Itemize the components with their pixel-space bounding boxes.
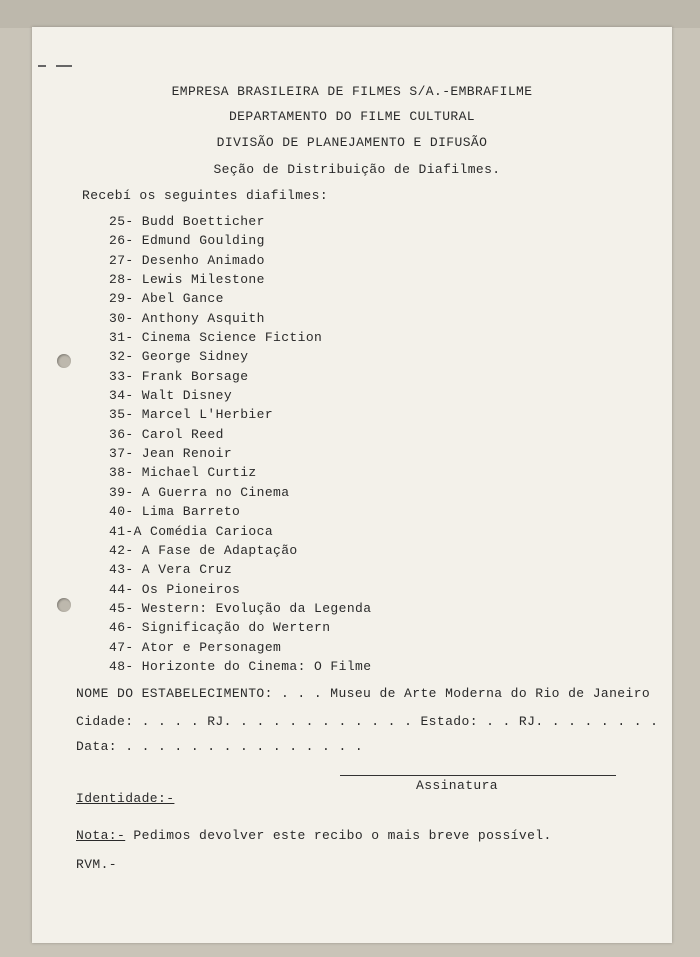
list-item: 28- Lewis Milestone <box>109 272 265 288</box>
list-item: 48- Horizonte do Cinema: O Filme <box>109 658 372 674</box>
list-item: 38- Michael Curtiz <box>109 465 257 481</box>
header-department: DEPARTAMENTO DO FILME CULTURAL <box>228 109 476 124</box>
list-item: 45- Western: Evolução da Legenda <box>109 600 372 616</box>
list-item: 35- Marcel L'Herbier <box>109 407 274 423</box>
list-item: 41-A Comédia Carioca <box>109 523 274 539</box>
header-company: EMPRESA BRASILEIRA DE FILMES S/A.-EMBRAFILME <box>171 84 533 99</box>
signature-line <box>340 775 616 776</box>
ink-speck <box>38 65 46 67</box>
establishment-field <box>76 686 650 701</box>
list-item: 26- Edmund Goulding <box>109 233 265 249</box>
signature-label: Assinatura <box>416 778 499 793</box>
list-item: 43- A Vera Cruz <box>109 562 233 578</box>
header-section: Seção de Distribuição de Diafilmes. <box>213 162 501 177</box>
header-division: DIVISÃO DE PLANEJAMENTO E DIFUSÃO <box>216 135 488 150</box>
list-item: 37- Jean Renoir <box>109 446 233 462</box>
list-item: 27- Desenho Animado <box>109 252 265 268</box>
list-item: 46- Significação do Wertern <box>109 620 331 636</box>
document-sheet <box>32 27 672 943</box>
state-label: Estado: . . <box>420 714 511 729</box>
state-value: RJ <box>518 714 536 729</box>
list-item: 40- Lima Barreto <box>109 504 241 520</box>
initials: RVM.- <box>76 857 118 872</box>
note-label: Nota:- <box>76 828 126 843</box>
list-item: 30- Anthony Asquith <box>109 310 265 326</box>
date-field: Data: . . . . . . . . . . . . . . . <box>76 739 364 754</box>
list-item: 42- A Fase de Adaptação <box>109 542 298 558</box>
establishment-label: NOME DO ESTABELECIMENTO: . . . <box>76 686 323 701</box>
list-item: 47- Ator e Personagem <box>109 639 282 655</box>
ink-speck <box>56 65 72 67</box>
note-text: Pedimos devolver este recibo o mais breve possível. <box>125 828 552 843</box>
intro-text: Recebí os seguintes diafilmes: <box>82 188 329 203</box>
list-item: 25- Budd Boetticher <box>109 214 265 229</box>
diafilm-list <box>109 212 371 676</box>
list-item: 34- Walt Disney <box>109 388 233 404</box>
city-dots: . . . . . . . . . . . . <box>223 714 413 729</box>
list-item: 39- A Guerra no Cinema <box>109 484 290 500</box>
identity-label: Identidade:- <box>76 791 175 806</box>
list-item: 36- Carol Reed <box>109 426 224 442</box>
city-state-field <box>76 714 658 729</box>
list-item: 29- Abel Gance <box>109 291 224 307</box>
city-label: Cidade: . . . . <box>76 714 200 729</box>
note-line <box>76 828 552 843</box>
list-item: 31- Cinema Science Fiction <box>109 330 323 346</box>
state-dots: . . . . . . . . <box>535 714 659 729</box>
city-value: RJ <box>207 714 224 729</box>
punch-hole-lower <box>57 598 71 612</box>
background-strip <box>0 0 700 28</box>
list-item: 44- Os Pioneiros <box>109 581 241 597</box>
punch-hole-upper <box>57 354 71 368</box>
establishment-value: Museu de Arte Moderna do Rio de Janeiro <box>330 686 651 701</box>
list-item: 33- Frank Borsage <box>109 368 249 384</box>
list-item: 32- George Sidney <box>109 349 249 365</box>
